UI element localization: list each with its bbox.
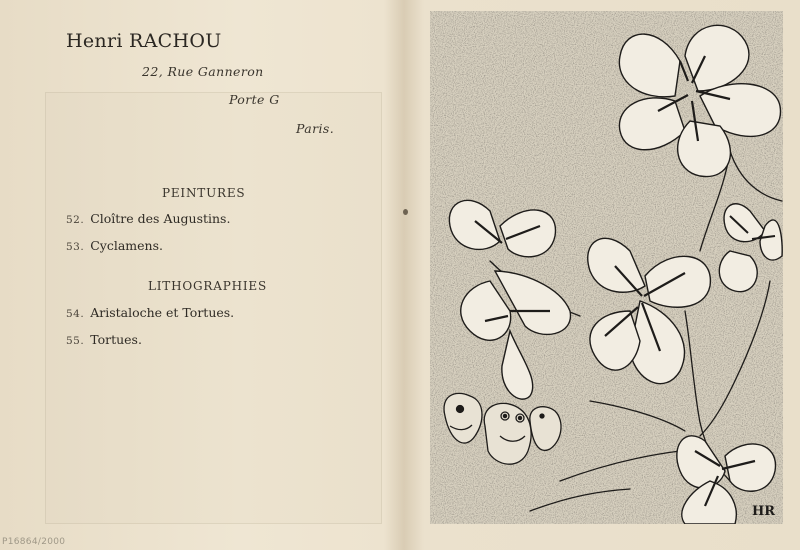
catalogue-entry [66, 211, 230, 226]
section-heading-lithographs: LITHOGRAPHIES [148, 279, 267, 293]
entry-number: 53. [66, 241, 85, 253]
address-door: Porte G [229, 92, 280, 107]
entry-title: Cyclamens. [90, 238, 163, 253]
entry-title: Tortues. [90, 332, 142, 347]
entry-number: 54. [66, 308, 85, 320]
entry-number: 52. [66, 214, 85, 226]
entry-title: Cloître des Augustins. [90, 211, 231, 226]
artist-name: Henri RACHOU [66, 30, 222, 52]
address-street: 22, Rue Ganneron [142, 64, 264, 79]
entry-number: 55. [66, 335, 85, 347]
catalogue-entry [66, 238, 163, 253]
pencil-inventory-note: P16864/2000 [2, 537, 66, 547]
section-heading-paintings: PEINTURES [162, 186, 246, 200]
right-page [403, 0, 800, 550]
catalogue-entry [66, 332, 142, 347]
flowers-and-turtles-illustration [430, 11, 783, 524]
address-city: Paris. [296, 121, 335, 136]
entry-title: Aristaloche et Tortues. [90, 305, 235, 320]
lithograph-plate [430, 11, 783, 524]
artist-monogram: HR [752, 504, 776, 519]
catalogue-entry [66, 305, 234, 320]
